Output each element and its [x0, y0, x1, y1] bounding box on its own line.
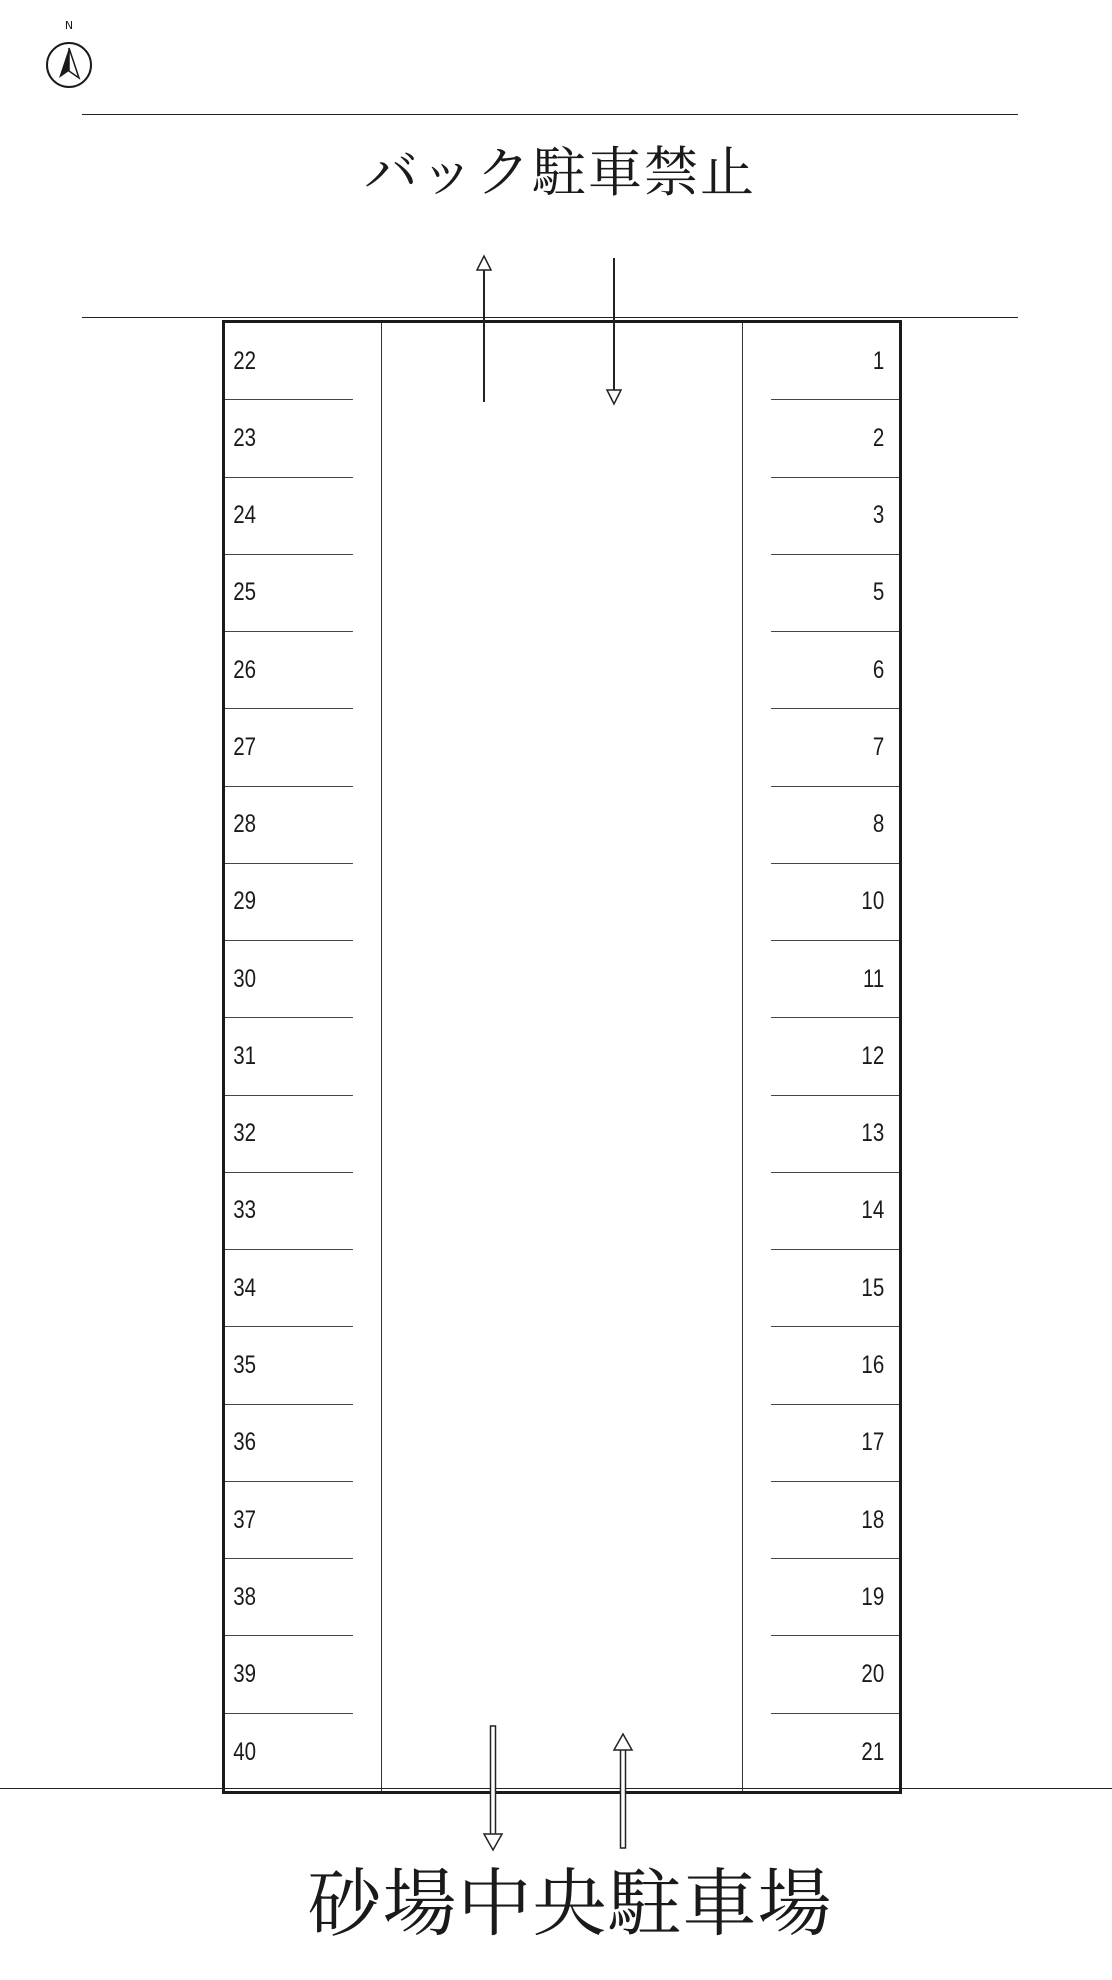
- parking-stall-left: 22: [225, 323, 353, 400]
- parking-stall-left: 23: [225, 400, 353, 477]
- north-arrow-icon: [46, 42, 92, 88]
- parking-stall-left: 24: [225, 478, 353, 555]
- top-boundary-line: [82, 114, 1018, 115]
- parking-stall-right: 18: [771, 1482, 899, 1559]
- parking-stall-right: 8: [771, 787, 899, 864]
- parking-stall-right: 20: [771, 1636, 899, 1713]
- sunaba-central-parking-label: 砂場中央駐車場: [307, 1861, 833, 1947]
- parking-stall-left: 28: [225, 787, 353, 864]
- parking-stall-right: 5: [771, 555, 899, 632]
- parking-stall-right: 15: [771, 1250, 899, 1327]
- parking-stall-left: 38: [225, 1559, 353, 1636]
- parking-stall-right: 7: [771, 709, 899, 786]
- parking-stall-left: 37: [225, 1482, 353, 1559]
- parking-stall-right: 11: [771, 941, 899, 1018]
- parking-stall-right: 10: [771, 864, 899, 941]
- parking-stall-left: 34: [225, 1250, 353, 1327]
- parking-lot-outline: [222, 320, 902, 1794]
- parking-stall-right: 6: [771, 632, 899, 709]
- compass-north-label: N: [64, 19, 74, 32]
- parking-stall-left: 30: [225, 941, 353, 1018]
- parking-stall-left: 27: [225, 709, 353, 786]
- parking-stall-right: 16: [771, 1327, 899, 1404]
- no-back-in-parking-label: バック駐車禁止: [364, 141, 756, 204]
- parking-stall-left: 36: [225, 1405, 353, 1482]
- parking-stall-left: 33: [225, 1173, 353, 1250]
- parking-stall-right: 1: [771, 323, 899, 400]
- left-stall-column: [225, 323, 382, 1791]
- compass: [44, 20, 94, 92]
- parking-stall-left: 32: [225, 1096, 353, 1173]
- parking-stall-right: 12: [771, 1018, 899, 1095]
- parking-stall-left: 29: [225, 864, 353, 941]
- parking-stall-right: 17: [771, 1405, 899, 1482]
- parking-stall-left: 35: [225, 1327, 353, 1404]
- parking-stall-right: 21: [861, 1737, 885, 1766]
- parking-stall-left: 39: [225, 1636, 353, 1713]
- parking-stall-right: 3: [771, 478, 899, 555]
- parking-stall-left: 26: [225, 632, 353, 709]
- parking-stall-right: 14: [771, 1173, 899, 1250]
- right-stall-column: [742, 323, 899, 1791]
- parking-stall-right: 19: [771, 1559, 899, 1636]
- parking-stall-right: 13: [771, 1096, 899, 1173]
- parking-stall-right: 2: [771, 400, 899, 477]
- parking-stall-left: 31: [225, 1018, 353, 1095]
- road-edge-line-top: [82, 317, 1018, 318]
- parking-stall-left: 25: [225, 555, 353, 632]
- parking-stall-left: 40: [233, 1737, 257, 1766]
